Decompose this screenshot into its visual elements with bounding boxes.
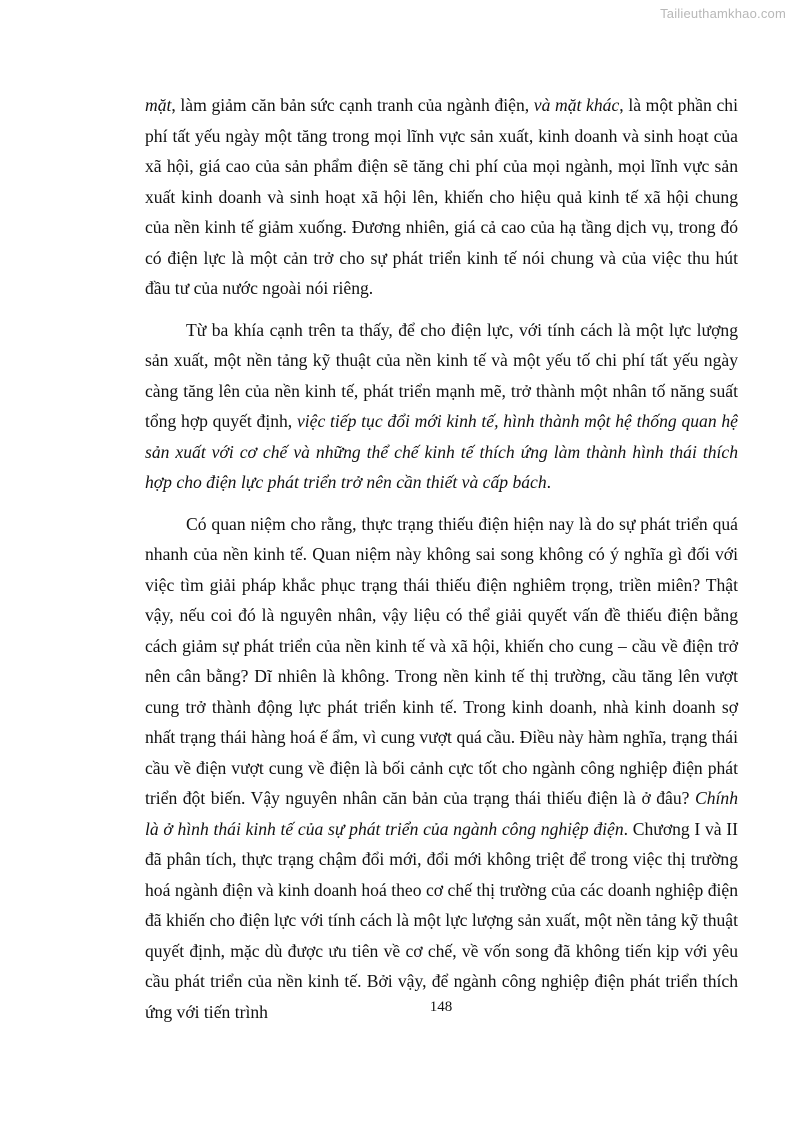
text-run: Từ ba khía cạnh trên ta thấy, để cho điện lực, với tính cách là một lực lượng sản xuất, một nền tảng kỹ thuật của nền kinh tế và một yếu tố chi phí tất yếu ngày càng tăng lên của nền kinh tế, phát triển mạnh mẽ, trở thành một nhân tố năng suất tổng hợp quyết định, <box>145 319 738 431</box>
watermark: Tailieuthamkhao.com <box>660 6 786 21</box>
text-run: . <box>546 472 552 492</box>
text-run: Chính là ở hình thái kinh tế của sự phát triển của ngành công nghiệp điện <box>145 788 738 839</box>
text-run: Có quan niệm cho rằng, thực trạng thiếu điện hiện nay là do sự phát triển quá nhanh của nền kinh tế. Quan niệm này không sai song không có ý nghĩa gì đối với việc tìm giải pháp khắc phục trạng thái thiếu điện nghiêm trọng, triền miên? Thật vậy, nếu coi đó là nguyên nhân, vậy liệu có thể giải quyết vấn đề thiếu điện bằng cách giảm sự phát triển của nền kinh tế và xã hội, khiến cho cung – cầu về điện trở nên cân bằng? Dĩ nhiên là không. Trong nền kinh tế thị trường, cầu tăng lên vượt cung trở thành động lực phát triển kinh tế. Trong kinh doanh, nhà kinh doanh sợ nhất trạng thái hàng hoá ế ẩm, vì cung vượt quá cầu. Điều này hàm nghĩa, trạng thái cầu về điện vượt cung về điện là bối cảnh cực tốt cho ngành công nghiệp điện phát triển đột biến. Vậy nguyên nhân căn bản của trạng thái thiếu điện là ở đâu? <box>145 513 738 808</box>
text-run: việc tiếp tục đổi mới kinh tế, hình thành một hệ thống quan hệ sản xuất với cơ chế và những thể chế kinh tế thích ứng làm thành hình thái thích hợp cho điện lực phát triển trở nên cần thiết và cấp bách <box>145 411 738 492</box>
paragraph-3 <box>145 509 738 1028</box>
text-run: và mặt khác <box>533 95 620 115</box>
text-run: , là một phần chi phí tất yếu ngày một tăng trong mọi lĩnh vực sản xuất, kinh doanh và sinh hoạt của xã hội, giá cao của sản phẩm điện sẽ tăng chi phí của mọi ngành, mọi lĩnh vực sản xuất kinh doanh và sinh hoạt xã hội lên, khiến cho hiệu quả kinh tế xã hội chung của nền kinh tế giảm xuống. Đương nhiên, giá cả cao của hạ tầng dịch vụ, trong đó có điện lực là một cản trở cho sự phát triển kinh tế nói chung và của việc thu hút đầu tư của nước ngoài nói riêng. <box>145 95 738 298</box>
paragraph-1 <box>145 90 738 304</box>
document-body <box>145 90 738 1027</box>
text-run: . Chương I và II đã phân tích, thực trạng chậm đổi mới, đổi mới không triệt để trong việc thị trường hoá ngành điện và kinh doanh hoá theo cơ chế thị trường của các doanh nghiệp điện đã khiến cho điện lực với tính cách là một lực lượng sản xuất, một nền tảng kỹ thuật quyết định, mặc dù được ưu tiên về cơ chế, về vốn song đã không tiến kịp với yêu cầu phát triển của nền kinh tế. Bởi vậy, để ngành công nghiệp điện phát triển thích ứng với tiến trình <box>145 818 739 1022</box>
paragraph-2 <box>145 315 738 498</box>
text-run: , làm giảm căn bản sức cạnh tranh của ngành điện, <box>171 95 534 115</box>
page-number: 148 <box>429 999 453 1015</box>
text-run: mặt <box>145 95 172 115</box>
